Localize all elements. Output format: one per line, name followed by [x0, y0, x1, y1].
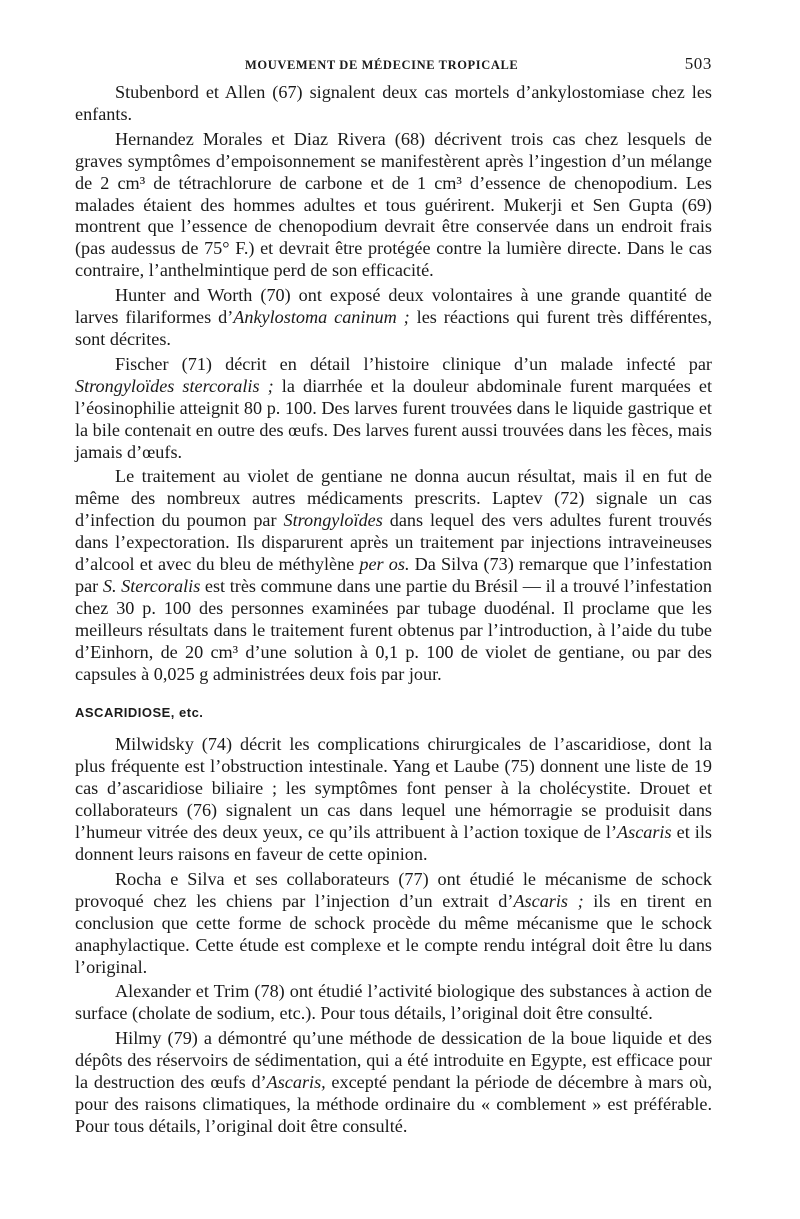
section-body [75, 734, 712, 1137]
paragraph-text: Hilmy (79) a démontré qu’une méthode de dessication de la boue liquide et des dépôts des réservoirs de sédimentation, qui a été introduite en Egypte, est efficace pour la destruction des œufs d’ [75, 1028, 712, 1093]
section-heading: ASCARIDIOSE, etc. [75, 705, 204, 721]
species-name: Ascaris, [266, 1072, 326, 1093]
paragraph-alexander: Alexander et Trim (78) ont étudié l’activité biologique des substances à action de surface (cholate de sodium, etc.). Pour tous détails, l’original doit être consulté. [75, 981, 712, 1024]
running-title: MOUVEMENT DE MÉDECINE TROPICALE [245, 58, 519, 72]
paragraph-text: et ils donnent leurs raisons en faveur de cette opinion. [75, 822, 712, 864]
article-body [75, 82, 712, 685]
species-name: S. Stercoralis [102, 575, 201, 596]
species-name: Strongyloïdes [283, 510, 383, 531]
paragraph-text: les réactions qui furent très différentes, sont décrites. [75, 307, 712, 349]
paragraph-hilmy [75, 1028, 712, 1138]
species-name: Ankylostoma caninum ; [233, 307, 410, 328]
paragraph-fischer [75, 354, 712, 464]
paragraph-hernandez: Hernandez Morales et Diaz Rivera (68) décrivent trois cas chez lesquels de graves symptômes d’empoisonnement se manifestèrent après l’ingestion d’un mélange de 2 cm³ de tétrachlorure de carbone et de 1 cm³ d’essence de chenopodium. Les malades étaient des hommes adultes et tous guérirent. Mukerji et Sen Gupta (69) montrent que l’essence de chenopodium devrait être conservée dans un endroit frais (pas audessus de 75° F.) et devrait être protégée contre la lumière directe. Dans le cas contraire, l’anthelmintique perd de son efficacité. [75, 128, 712, 281]
species-name: Strongyloïdes stercoralis ; [75, 375, 274, 396]
latin-term: per os. [359, 554, 410, 575]
paragraph-text: Da Silva (73) remarque que l’infestation par [75, 554, 713, 596]
paragraph-rocha [75, 869, 712, 979]
species-name: Ascaris ; [513, 890, 584, 911]
paragraph-text: Milwidsky (74) décrit les complications chirurgicales de l’ascaridiose, dont la plus fréquente est l’obstruction intestinale. Yang et Laube (75) donnent une liste de 19 cas d’ascaridiose biliaire ; les symptômes font penser à la cholécystite. Drouet et collaborateurs (76) signalent un cas dans lequel une hémorragie se produisit dans l’humeur vitrée des deux yeux, ce qu’ils attribuent à l’action toxique de l’ [75, 734, 712, 843]
paragraph-text: excepté pendant la période de décembre à mars où, pour des raisons climatiques, la méthode ordinaire du « comblement » est préférable. Pour tous détails, l’original doit être consulté. [75, 1072, 712, 1136]
page-number: 503 [684, 54, 712, 73]
document-page [75, 52, 712, 1138]
paragraph-text: la diarrhée et la douleur abdominale furent marquées et l’éosinophilie atteignit 80 p. 100. Des larves furent trouvées dans le liquide gastrique et la bile contenait en outre des œufs. Des larves furent aussi trouvées dans les fèces, mais jamais d’œufs. [75, 375, 713, 462]
paragraph-stubenbord: Stubenbord et Allen (67) signalent deux cas mortels d’ankylostomiase chez les enfants. [75, 82, 712, 124]
paragraph-text: Fischer (71) décrit en détail l’histoire clinique d’un malade infecté par [115, 353, 712, 374]
paragraph-hunter [75, 285, 712, 351]
paragraph-text: Le traitement au violet de gentiane ne donna aucun résultat, mais il en fut de même des nombreux autres médicaments prescrits. Laptev (72) signale un cas d’infection du poumon par [75, 466, 712, 531]
paragraph-text: dans lequel des vers adultes furent trouvés dans l’expectoration. Ils disparurent après un traitement par injections intraveineuses d’alcool et avec du bleu de méthylène [75, 510, 712, 575]
paragraph-text: ils en tirent en conclusion que cette forme de schock procède du même mécanisme que le schock anaphylactique. Cette étude est complexe et le compte rendu intégral doit être lu dans l’original. [75, 890, 712, 977]
running-header [75, 52, 712, 82]
paragraph-traitement [75, 466, 712, 685]
paragraph-text: est très commune dans une partie du Brésil — il a trouvé l’infestation chez 30 p. 100 des personnes examinées par tubage duodénal. Il proclame que les meilleurs résultats dans le traitement furent obtenus par l’introduction, à l’aide du tube d’Einhorn, de 20 cm³ d’une solution à 0,1 p. 100 de violet de gentiane, ou par des capsules à 0,025 g administrées deux fois par jour. [75, 575, 712, 684]
paragraph-text: Hunter and Worth (70) ont exposé deux volontaires à une grande quantité de larves filariformes d’ [75, 285, 712, 328]
species-name: Ascaris [617, 822, 672, 843]
paragraph-text: Rocha e Silva et ses collaborateurs (77) ont étudié le mécanisme de schock provoqué chez les chiens par l’injection d’un extrait d’ [75, 868, 712, 911]
paragraph-milwidsky [75, 734, 712, 865]
